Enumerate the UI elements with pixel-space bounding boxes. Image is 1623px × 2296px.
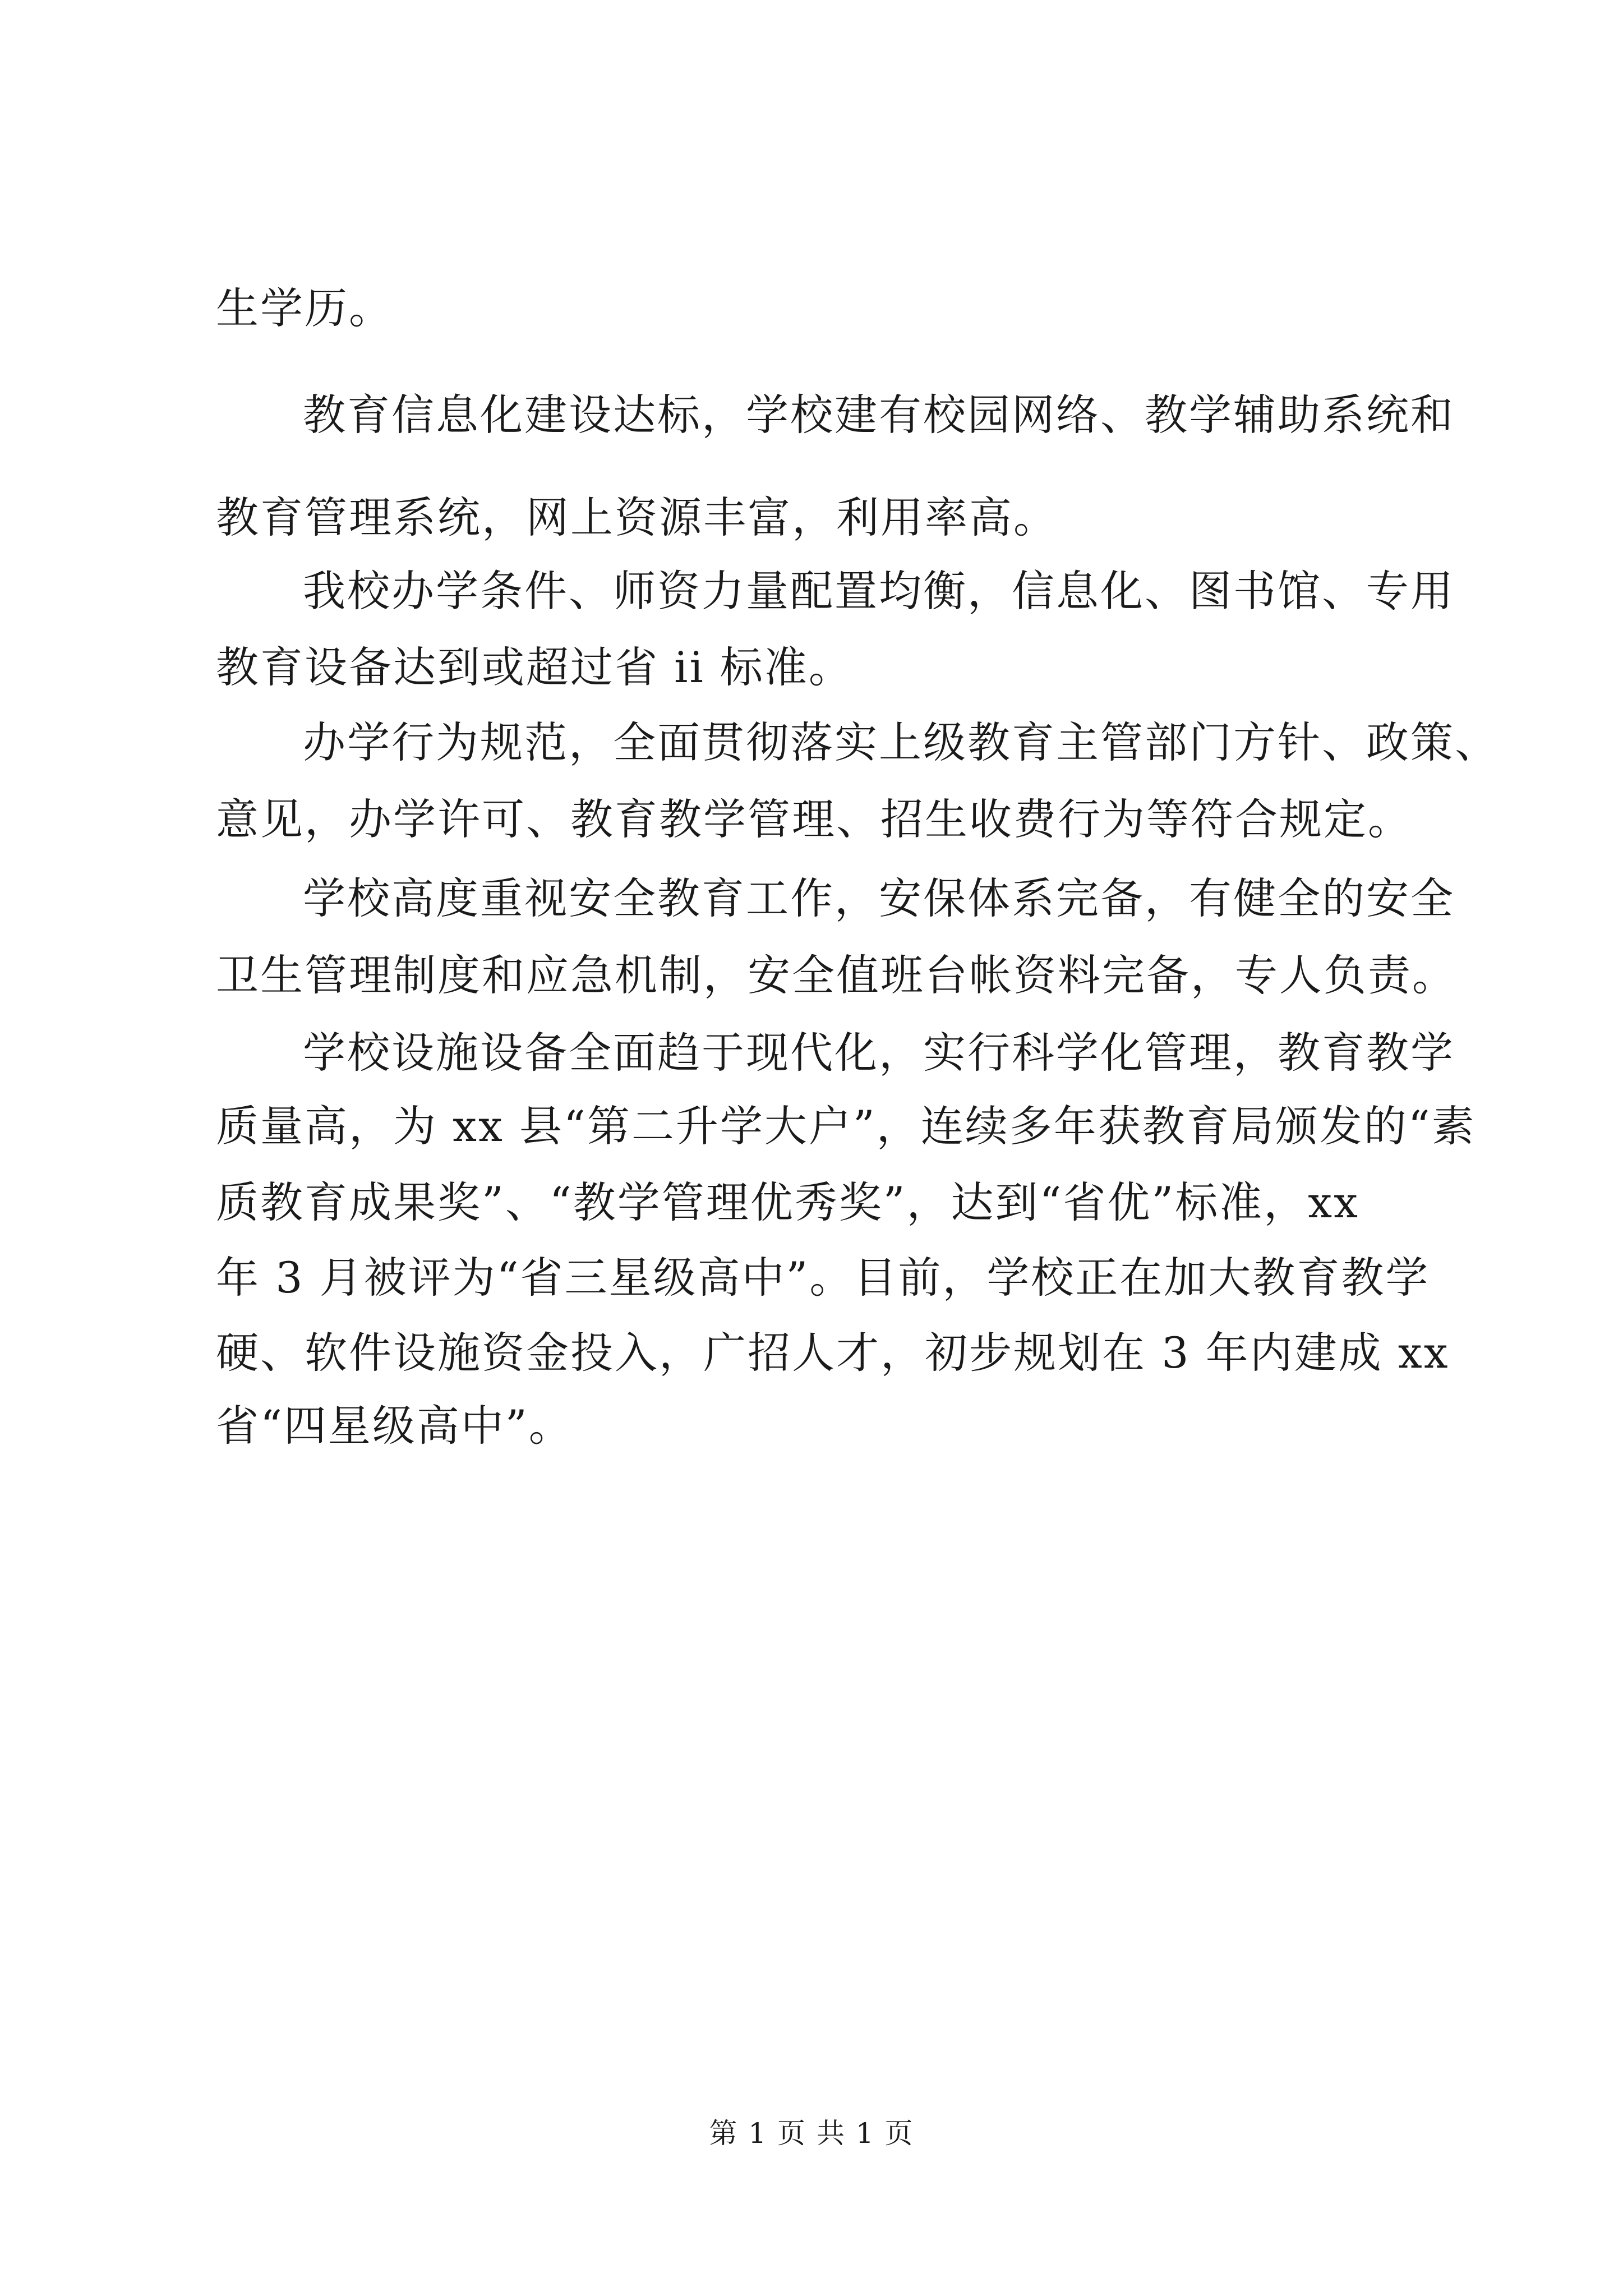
text-line (0, 947, 1623, 1004)
text-line-content: 办学行为规范，全面贯彻落实上级教育主管部门方针、政策、 (303, 717, 1499, 767)
text-line-content: 卫生管理制度和应急机制，安全值班台帐资料完备，专人负责。 (216, 950, 1456, 1000)
text-line-content: 生学历。 (216, 283, 393, 333)
text-line-content: 质量高，为 xx 县“第二升学大户”，连续多年获教育局颁发的“素 (216, 1101, 1476, 1151)
text-line (0, 490, 1623, 546)
text-line-content: 学校设施设备全面趋于现代化，实行科学化管理，教育教学 (303, 1028, 1455, 1078)
text-line (0, 563, 1623, 619)
text-line-content: 学校高度重视安全教育工作，安保体系完备，有健全的安全 (303, 873, 1455, 923)
text-line-content: 硬、软件设施资金投入，广招人才，初步规划在 3 年内建成 xx (216, 1328, 1450, 1378)
text-line-content: 教育设备达到或超过省 ii 标准。 (216, 642, 853, 692)
text-line (0, 280, 1623, 337)
text-line (0, 792, 1623, 848)
text-line (0, 871, 1623, 927)
text-line-content: 质教育成果奖”、“教学管理优秀奖”，达到“省优”标准，xx (216, 1177, 1359, 1227)
text-line (0, 1398, 1623, 1454)
text-line (0, 1025, 1623, 1081)
text-line (0, 1175, 1623, 1231)
page-footer: 第 1 页 共 1 页 (709, 2117, 914, 2150)
text-line (0, 387, 1623, 443)
text-line-content: 意见，办学许可、教育教学管理、招生收费行为等符合规定。 (216, 794, 1412, 844)
text-line (0, 1325, 1623, 1381)
text-line (0, 1098, 1623, 1154)
text-line (0, 715, 1623, 771)
text-line-content: 教育管理系统，网上资源丰富，利用率高。 (216, 493, 1058, 542)
text-line-content: 省“四星级高中”。 (216, 1401, 573, 1451)
text-line-content: 年 3 月被评为“省三星级高中”。目前，学校正在加大教育教学 (216, 1253, 1430, 1303)
text-line (0, 639, 1623, 696)
text-line (0, 1250, 1623, 1306)
text-line-content: 教育信息化建设达标，学校建有校园网络、教学辅助系统和 (303, 390, 1455, 440)
text-line-content: 我校办学条件、师资力量配置均衡，信息化、图书馆、专用 (303, 566, 1455, 616)
